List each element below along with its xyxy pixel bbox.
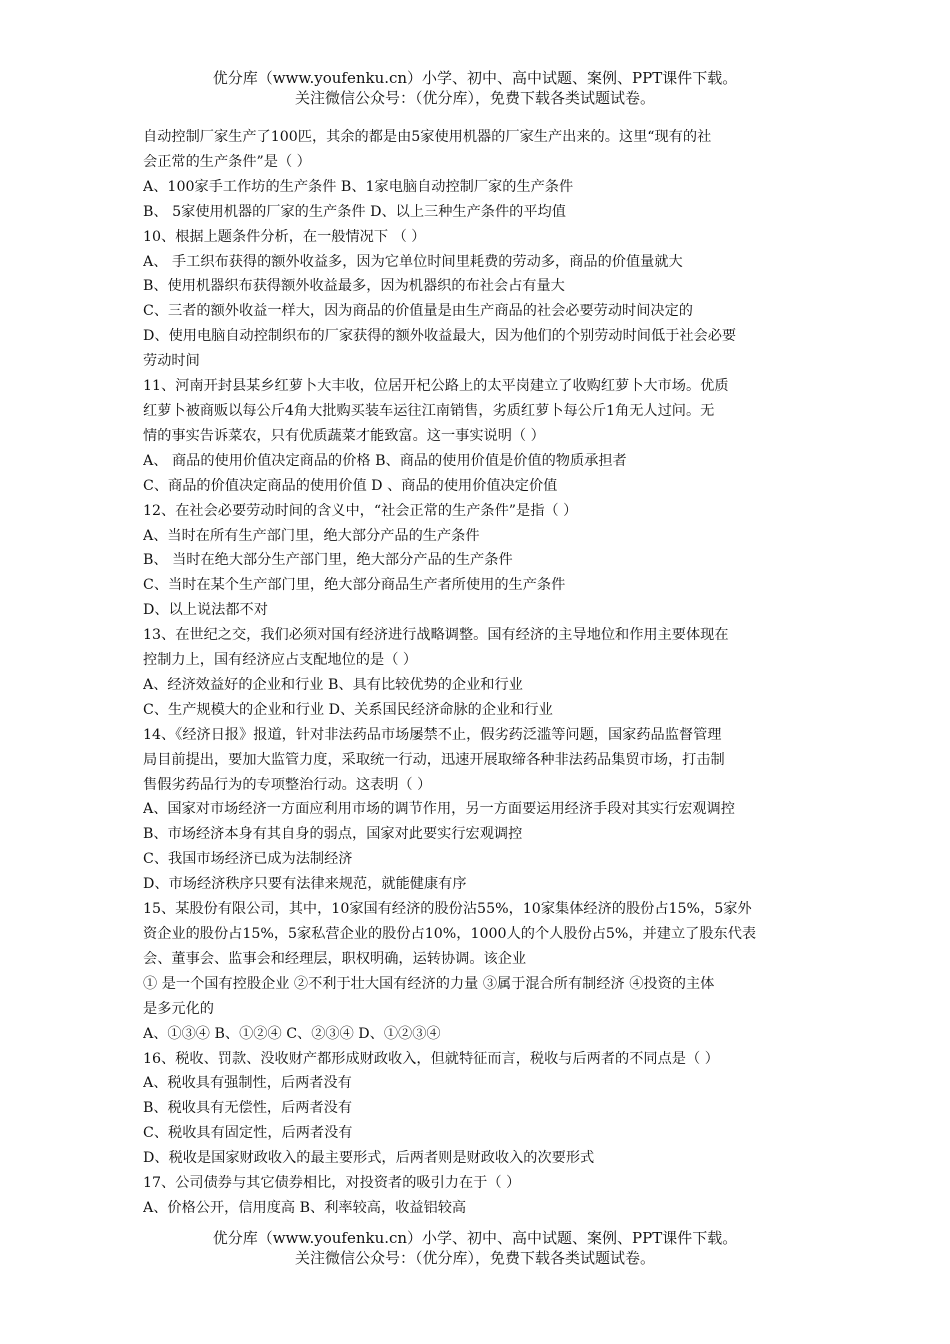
text-line: A、100家手工作坊的生产条件 B、1家电脑自动控制厂家的生产条件 xyxy=(143,178,574,195)
text-line: B、使用机器织布获得额外收益最多，因为机器织的布社会占有量大 xyxy=(143,278,565,295)
text-line: C、生产规模大的企业和行业 D、关系国民经济命脉的企业和行业 xyxy=(143,701,553,718)
page-header xyxy=(0,68,950,108)
text-line: B、 当时在绝大部分生产部门里，绝大部分产品的生产条件 xyxy=(143,552,513,569)
text-line: 17、公司债券与其它债券相比，对投资者的吸引力在于（ ） xyxy=(143,1175,521,1192)
text-line: D、使用电脑自动控制织布的厂家获得的额外收益最大，因为他们的个别劳动时间低于社会必要 xyxy=(143,328,737,345)
document-body xyxy=(143,125,811,1221)
text-line: B、 5家使用机器的厂家的生产条件 D、以上三种生产条件的平均值 xyxy=(143,203,566,220)
text-line: A、价格公开，信用度高 B、利率较高，收益铝较高 xyxy=(143,1199,467,1216)
text-line: 控制力上，国有经济应占支配地位的是（ ） xyxy=(143,652,418,669)
text-line: C、税收具有固定性，后两者没有 xyxy=(143,1125,353,1142)
text-line: 11、河南开封县某乡红萝卜大丰收，位居开杞公路上的太平岗建立了收购红萝卜大市场。优质 xyxy=(143,378,729,395)
text-line: 13、在世纪之交，我们必须对国有经济进行战略调整。国有经济的主导地位和作用主要体现在 xyxy=(143,627,729,644)
text-line: 情的事实告诉菜农，只有优质蔬菜才能致富。这一事实说明（ ） xyxy=(143,427,545,444)
text-line: C、我国市场经济已成为法制经济 xyxy=(143,851,353,868)
text-line: 资企业的股份占15%，5家私营企业的股份占10%，1000人的个人股份占5%，并建立了股东代表 xyxy=(143,926,757,942)
page-footer xyxy=(0,1228,950,1268)
text-line: 16、税收、罚款、没收财产都形成财政收入，但就特征而言，税收与后两者的不同点是（ ） xyxy=(143,1050,719,1067)
text-line: D、以上说法都不对 xyxy=(143,602,268,619)
footer-line-2: 关注微信公众号：（优分库），免费下载各类试题试卷。 xyxy=(294,1249,655,1267)
text-line: 是多元化的 xyxy=(143,1000,214,1017)
text-line: A、经济效益好的企业和行业 B、具有比较优势的企业和行业 xyxy=(143,676,523,693)
text-line: A、国家对市场经济一方面应利用市场的调节作用，另一方面要运用经济手段对其实行宏观调控 xyxy=(143,801,735,818)
text-line: 售假劣药品行为的专项整治行动。这表明（ ） xyxy=(143,776,432,793)
text-line: 14、《经济日报》报道，针对非法药品市场屡禁不止，假劣药泛滥等问题，国家药品监督管理 xyxy=(143,726,722,743)
text-line: A、 手工织布获得的额外收益多，因为它单位时间里耗费的劳动多，商品的价值量就大 xyxy=(143,253,683,270)
text-line: A、当时在所有生产部门里，绝大部分产品的生产条件 xyxy=(143,527,480,544)
text-line: 劳动时间 xyxy=(143,353,200,370)
text-line: B、市场经济本身有其自身的弱点，国家对此要实行宏观调控 xyxy=(143,826,523,843)
text-line: 12、在社会必要劳动时间的含义中，“社会正常的生产条件”是指（ ） xyxy=(143,502,578,519)
header-line-1: 优分库（www.youfenku.cn）小学、初中、高中试题、案例、PPT课件下载。 xyxy=(212,69,738,87)
text-line: A、税收具有强制性，后两者没有 xyxy=(143,1075,352,1092)
text-line: C、商品的价值决定商品的使用价值 D 、商品的使用价值决定价值 xyxy=(143,477,558,494)
text-line: 自动控制厂家生产了100匹，其余的都是由5家使用机器的厂家生产出来的。这里“现有的社 xyxy=(143,129,712,145)
text-line: 10、根据上题条件分析，在一般情况下 （ ） xyxy=(143,228,426,245)
text-line: ① 是一个国有控股企业 ②不利于壮大国有经济的力量 ③属于混合所有制经济 ④投资的主体 xyxy=(143,975,715,992)
text-line: 会、董事会、监事会和经理层，职权明确，运转协调。该企业 xyxy=(143,950,527,967)
text-line: D、税收是国家财政收入的最主要形式，后两者则是财政收入的次要形式 xyxy=(143,1150,595,1167)
text-line: 15、某股份有限公司，其中，10家国有经济的股份沾55%，10家集体经济的股份占15%，5家外 xyxy=(143,901,752,918)
header-line-2: 关注微信公众号：（优分库），免费下载各类试题试卷。 xyxy=(294,89,655,107)
text-line: 会正常的生产条件”是（ ） xyxy=(143,153,311,170)
text-line: A、 商品的使用价值决定商品的价格 B、商品的使用价值是价值的物质承担者 xyxy=(143,452,627,469)
text-line: A、①③④ B、①②④ C、②③④ D、①②③④ xyxy=(143,1025,441,1042)
text-line: C、当时在某个生产部门里，绝大部分商品生产者所使用的生产条件 xyxy=(143,577,566,594)
text-line: D、市场经济秩序只要有法律来规范，就能健康有序 xyxy=(143,876,467,893)
text-line: C、三者的额外收益一样大，因为商品的价值量是由生产商品的社会必要劳动时间决定的 xyxy=(143,303,693,320)
text-line: B、税收具有无偿性，后两者没有 xyxy=(143,1100,353,1117)
text-line: 局目前提出，要加大监管力度，采取统一行动，迅速开展取缔各种非法药品集贸市场，打击制 xyxy=(143,751,725,768)
text-line: 红萝卜被商贩以每公斤4角大批购买装车运往江南销售，劣质红萝卜每公斤1角无人过问。无 xyxy=(143,402,715,419)
footer-line-1: 优分库（www.youfenku.cn）小学、初中、高中试题、案例、PPT课件下载。 xyxy=(212,1229,738,1247)
